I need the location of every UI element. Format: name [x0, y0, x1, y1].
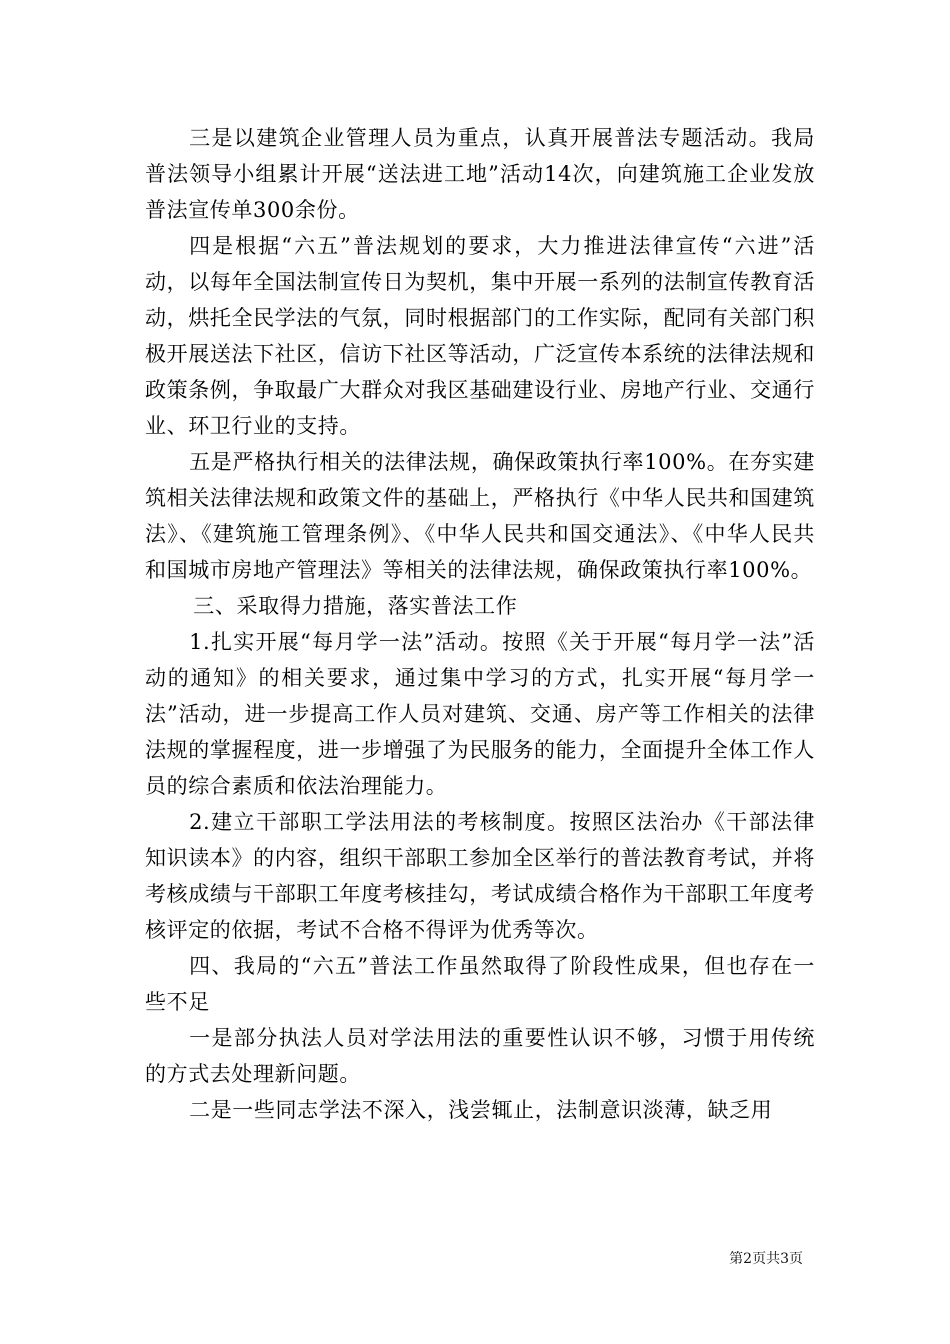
paragraph-7: 一是部分执法人员对学法用法的重要性认识不够，习惯于用传统的方式去处理新问题。 — [145, 1026, 815, 1086]
paragraph-5: 2.建立干部职工学法用法的考核制度。按照区法治办《干部法律知识读本》的内容，组织干部职工参加全区举行的普法教育考试，并将考核成绩与干部职工年度考核挂勾，考试成绩合格作为干部职工年度考核评定的依据，考试不合格不得评为优秀等次。 — [145, 810, 815, 942]
section-heading-3: 三、采取得力措施，落实普法工作 — [193, 594, 518, 618]
paragraph-8: 二是一些同志学法不深入，浅尝辄止，法制意识淡薄，缺乏用 — [189, 1098, 773, 1122]
paragraph-3: 五是严格执行相关的法律法规，确保政策执行率100%。在夯实建筑相关法律法规和政策文件的基础上，严格执行《中华人民共和国建筑法》、《建筑施工管理条例》、《中华人民共和国交通法》、《中华人民共和国城市房地产管理法》等相关的法律法规，确保政策执行率100%。 — [145, 450, 815, 582]
paragraph-6: 四、我局的“六五”普法工作虽然取得了阶段性成果，但也存在一些不足 — [145, 954, 815, 1014]
paragraph-1: 三是以建筑企业管理人员为重点，认真开展普法专题活动。我局普法领导小组累计开展“送法进工地”活动14次，向建筑施工企业发放普法宣传单300余份。 — [145, 126, 815, 222]
paragraph-4: 1.扎实开展“每月学一法”活动。按照《关于开展“每月学一法”活动的通知》的相关要求，通过集中学习的方式，扎实开展“每月学一法”活动，进一步提高工作人员对建筑、交通、房产等工作相关的法律法规的掌握程度，进一步增强了为民服务的能力，全面提升全体工作人员的综合素质和依法治理能力。 — [145, 630, 815, 798]
page-number: 第2页共3页 — [729, 1251, 803, 1267]
document-body — [145, 120, 815, 1128]
paragraph-2: 四是根据“六五”普法规划的要求，大力推进法律宣传“六进”活动，以每年全国法制宣传日为契机，集中开展一系列的法制宣传教育活动，烘托全民学法的气氛，同时根据部门的工作实际，配同有关部门积极开展送法下社区，信访下社区等活动，广泛宣传本系统的法律法规和政策条例，争取最广大群众对我区基础建设行业、房地产行业、交通行业、环卫行业的支持。 — [145, 234, 815, 438]
